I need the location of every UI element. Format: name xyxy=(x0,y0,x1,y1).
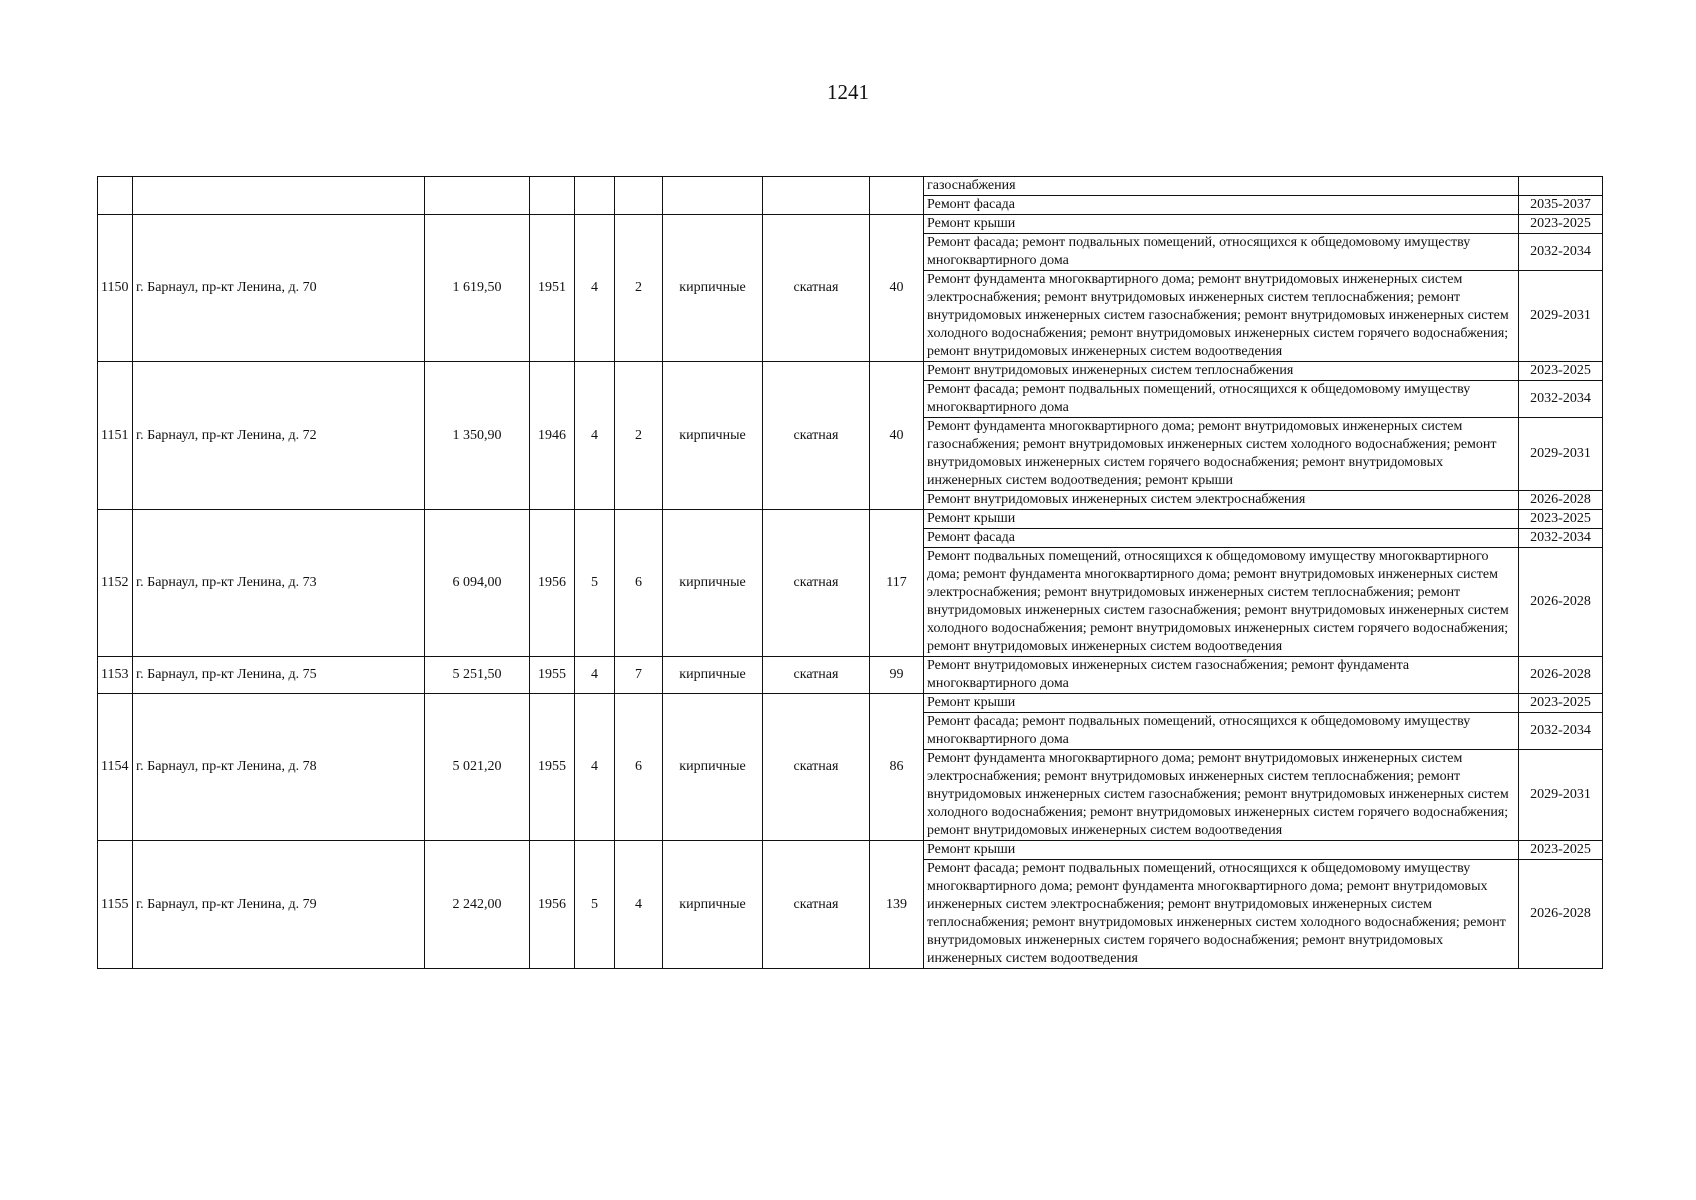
period-cell xyxy=(1519,177,1603,196)
period-cell: 2023-2025 xyxy=(1519,694,1603,713)
building-address: г. Барнаул, пр-кт Ленина, д. 72 xyxy=(133,362,425,510)
entrances-count: 2 xyxy=(615,362,663,510)
residents-count: 40 xyxy=(870,215,924,362)
work-cell: Ремонт крыши xyxy=(924,215,1519,234)
build-year: 1955 xyxy=(530,694,575,841)
floors-count: 4 xyxy=(575,694,615,841)
period-cell: 2026-2028 xyxy=(1519,860,1603,969)
table-row xyxy=(98,694,1603,713)
building-area: 2 242,00 xyxy=(425,841,530,969)
wall-material: кирпичные xyxy=(663,362,763,510)
build-year: 1946 xyxy=(530,362,575,510)
wall-material: кирпичные xyxy=(663,215,763,362)
period-cell: 2035-2037 xyxy=(1519,196,1603,215)
building-address: г. Барнаул, пр-кт Ленина, д. 78 xyxy=(133,694,425,841)
building-address: г. Барнаул, пр-кт Ленина, д. 73 xyxy=(133,510,425,657)
wall-material: кирпичные xyxy=(663,694,763,841)
period-cell: 2029-2031 xyxy=(1519,271,1603,362)
page-number: 1241 xyxy=(827,80,869,104)
period-cell: 2026-2028 xyxy=(1519,657,1603,694)
building-area: 1 619,50 xyxy=(425,215,530,362)
floors-count: 4 xyxy=(575,215,615,362)
floors-count: 4 xyxy=(575,362,615,510)
build-year: 1956 xyxy=(530,841,575,969)
table-row xyxy=(98,215,1603,234)
work-cell: Ремонт фасада xyxy=(924,196,1519,215)
wall-material: кирпичные xyxy=(663,657,763,694)
work-cell: Ремонт фундамента многоквартирного дома; ремонт внутридомовых инженерных систем электроснабжения; ремонт внутридомовых инженерных систем теплоснабжения; ремонт внутридомовых инженерных систем газоснабжения; ремонт внутридомовых инженерных систем холодного водоснабжения; ремонт внутридомовых инженерных систем горячего водоснабжения; ремонт внутридомовых инженерных систем водоотведения xyxy=(924,750,1519,841)
building-address: г. Барнаул, пр-кт Ленина, д. 70 xyxy=(133,215,425,362)
roof-type: скатная xyxy=(763,362,870,510)
roof-type: скатная xyxy=(763,510,870,657)
building-address: г. Барнаул, пр-кт Ленина, д. 75 xyxy=(133,657,425,694)
period-cell: 2032-2034 xyxy=(1519,381,1603,418)
roof-type: скатная xyxy=(763,215,870,362)
period-cell: 2023-2025 xyxy=(1519,362,1603,381)
table-row xyxy=(98,362,1603,381)
work-cell: Ремонт крыши xyxy=(924,841,1519,860)
residents-count: 117 xyxy=(870,510,924,657)
entrances-count: 4 xyxy=(615,841,663,969)
building-number: 1151 xyxy=(98,362,133,510)
empty-cell xyxy=(763,177,870,215)
period-cell: 2032-2034 xyxy=(1519,713,1603,750)
building-number: 1153 xyxy=(98,657,133,694)
residents-count: 86 xyxy=(870,694,924,841)
work-cell: Ремонт крыши xyxy=(924,694,1519,713)
empty-cell xyxy=(133,177,425,215)
residents-count: 139 xyxy=(870,841,924,969)
empty-cell xyxy=(870,177,924,215)
period-cell: 2026-2028 xyxy=(1519,491,1603,510)
roof-type: скатная xyxy=(763,841,870,969)
work-cell: Ремонт крыши xyxy=(924,510,1519,529)
work-cell: Ремонт фасада; ремонт подвальных помещений, относящихся к общедомовому имуществу многоквартирного дома; ремонт фундамента многоквартирного дома; ремонт внутридомовых инженерных систем электроснабжения; ремонт внутридомовых инженерных систем теплоснабжения; ремонт внутридомовых инженерных систем холодного водоснабжения; ремонт внутридомовых инженерных систем горячего водоснабжения; ремонт внутридомовых инженерных систем водоотведения xyxy=(924,860,1519,969)
continuation-row xyxy=(98,177,1603,196)
wall-material: кирпичные xyxy=(663,841,763,969)
work-cell: газоснабжения xyxy=(924,177,1519,196)
build-year: 1956 xyxy=(530,510,575,657)
period-cell: 2023-2025 xyxy=(1519,510,1603,529)
wall-material: кирпичные xyxy=(663,510,763,657)
building-address: г. Барнаул, пр-кт Ленина, д. 79 xyxy=(133,841,425,969)
work-cell: Ремонт внутридомовых инженерных систем газоснабжения; ремонт фундамента многоквартирного дома xyxy=(924,657,1519,694)
building-number: 1155 xyxy=(98,841,133,969)
work-cell: Ремонт внутридомовых инженерных систем теплоснабжения xyxy=(924,362,1519,381)
period-cell: 2032-2034 xyxy=(1519,234,1603,271)
period-cell: 2023-2025 xyxy=(1519,215,1603,234)
table-row xyxy=(98,657,1603,694)
work-cell: Ремонт фундамента многоквартирного дома; ремонт внутридомовых инженерных систем электроснабжения; ремонт внутридомовых инженерных систем теплоснабжения; ремонт внутридомовых инженерных систем газоснабжения; ремонт внутридомовых инженерных систем холодного водоснабжения; ремонт внутридомовых инженерных систем горячего водоснабжения; ремонт внутридомовых инженерных систем водоотведения xyxy=(924,271,1519,362)
floors-count: 5 xyxy=(575,510,615,657)
build-year: 1951 xyxy=(530,215,575,362)
period-cell: 2032-2034 xyxy=(1519,529,1603,548)
building-area: 1 350,90 xyxy=(425,362,530,510)
work-cell: Ремонт фасада; ремонт подвальных помещений, относящихся к общедомовому имуществу многоквартирного дома xyxy=(924,234,1519,271)
work-cell: Ремонт фасада; ремонт подвальных помещений, относящихся к общедомовому имуществу многоквартирного дома xyxy=(924,713,1519,750)
building-number: 1152 xyxy=(98,510,133,657)
empty-cell xyxy=(615,177,663,215)
capital-repair-table xyxy=(97,176,1603,969)
residents-count: 99 xyxy=(870,657,924,694)
building-area: 5 021,20 xyxy=(425,694,530,841)
roof-type: скатная xyxy=(763,657,870,694)
work-cell: Ремонт фасада xyxy=(924,529,1519,548)
floors-count: 4 xyxy=(575,657,615,694)
period-cell: 2026-2028 xyxy=(1519,548,1603,657)
work-cell: Ремонт подвальных помещений, относящихся к общедомовому имуществу многоквартирного дома; ремонт фундамента многоквартирного дома; ремонт внутридомовых инженерных систем электроснабжения; ремонт внутридомовых инженерных систем теплоснабжения; ремонт внутридомовых инженерных систем газоснабжения; ремонт внутридомовых инженерных систем холодного водоснабжения; ремонт внутридомовых инженерных систем горячего водоснабжения; ремонт внутридомовых инженерных систем водоотведения xyxy=(924,548,1519,657)
period-cell: 2029-2031 xyxy=(1519,750,1603,841)
empty-cell xyxy=(98,177,133,215)
building-area: 6 094,00 xyxy=(425,510,530,657)
building-number: 1150 xyxy=(98,215,133,362)
empty-cell xyxy=(663,177,763,215)
entrances-count: 6 xyxy=(615,510,663,657)
building-area: 5 251,50 xyxy=(425,657,530,694)
empty-cell xyxy=(530,177,575,215)
entrances-count: 2 xyxy=(615,215,663,362)
entrances-count: 7 xyxy=(615,657,663,694)
empty-cell xyxy=(425,177,530,215)
building-number: 1154 xyxy=(98,694,133,841)
work-cell: Ремонт фундамента многоквартирного дома; ремонт внутридомовых инженерных систем газоснабжения; ремонт внутридомовых инженерных систем холодного водоснабжения; ремонт внутридомовых инженерных систем горячего водоснабжения; ремонт внутридомовых инженерных систем водоотведения; ремонт крыши xyxy=(924,418,1519,491)
table-row xyxy=(98,510,1603,529)
residents-count: 40 xyxy=(870,362,924,510)
roof-type: скатная xyxy=(763,694,870,841)
table-row xyxy=(98,841,1603,860)
work-cell: Ремонт внутридомовых инженерных систем электроснабжения xyxy=(924,491,1519,510)
floors-count: 5 xyxy=(575,841,615,969)
empty-cell xyxy=(575,177,615,215)
work-cell: Ремонт фасада; ремонт подвальных помещений, относящихся к общедомовому имуществу многоквартирного дома xyxy=(924,381,1519,418)
build-year: 1955 xyxy=(530,657,575,694)
entrances-count: 6 xyxy=(615,694,663,841)
period-cell: 2029-2031 xyxy=(1519,418,1603,491)
period-cell: 2023-2025 xyxy=(1519,841,1603,860)
